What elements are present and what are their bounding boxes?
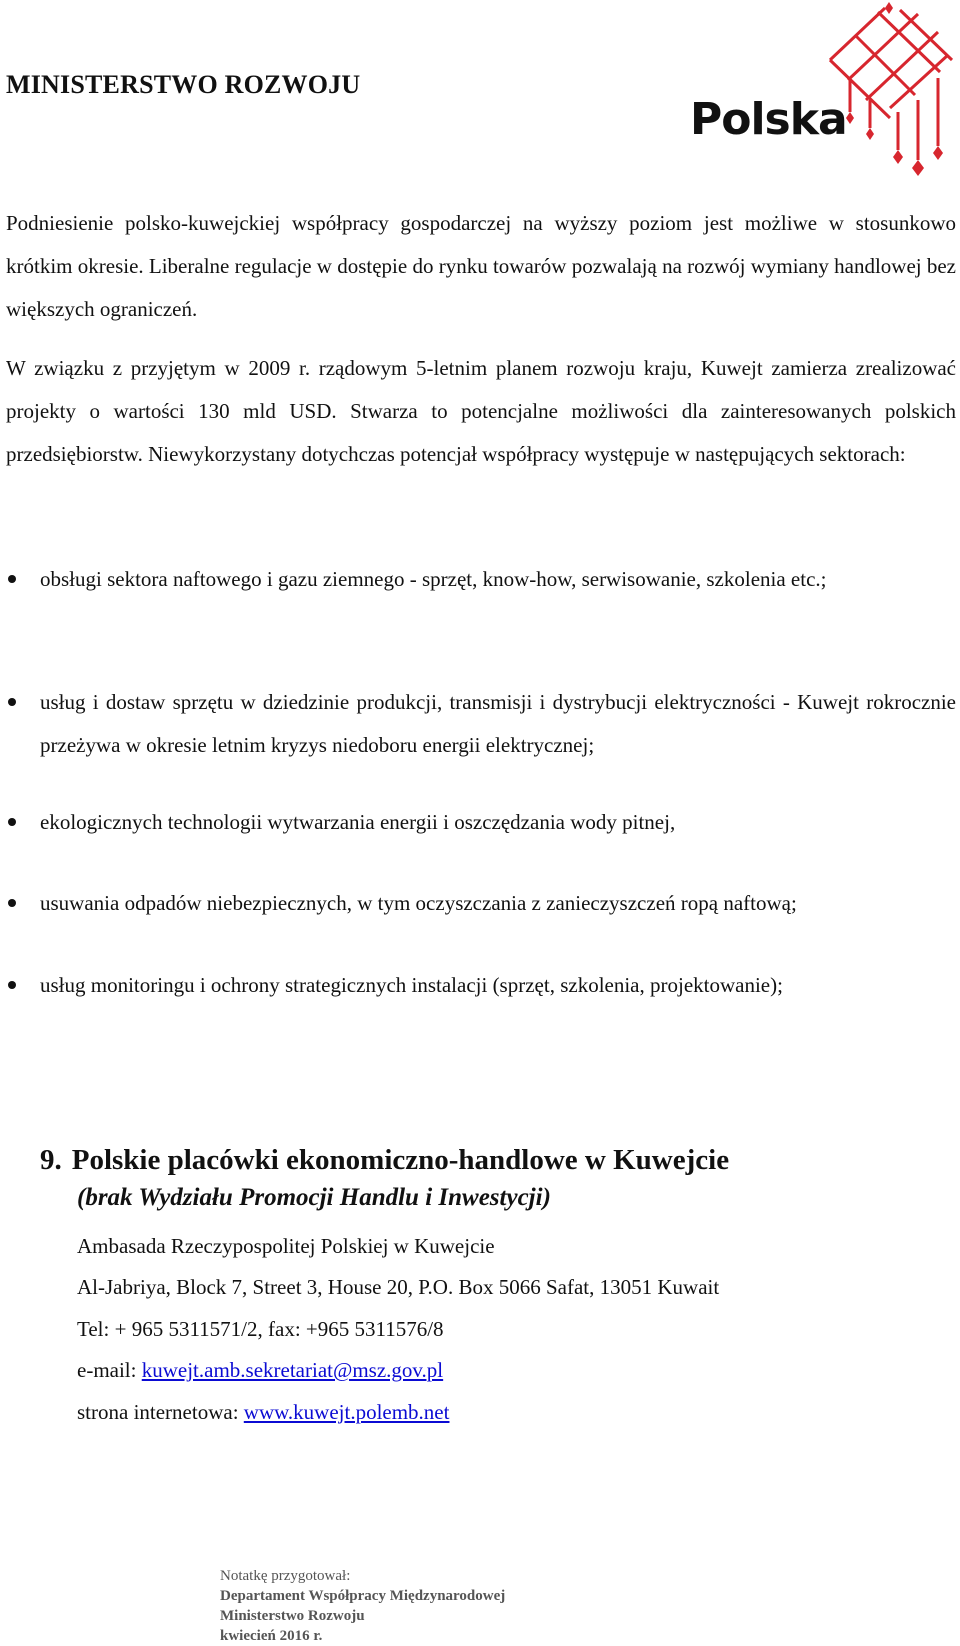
embassy-name: Ambasada Rzeczypospolitej Polskiej w Kuwejcie (77, 1234, 495, 1258)
embassy-web-line (77, 1398, 449, 1426)
logo-wordmark: Polska (690, 94, 847, 145)
section-number: 9. (40, 1144, 62, 1176)
bullet-icon (8, 981, 16, 989)
section-title: Polskie placówki ekonomiczno-handlowe w Kuwejcie (71, 1144, 730, 1176)
bullet-icon (8, 698, 16, 706)
list-item-text: ekologicznych technologii wytwarzania energii i oszczędzania wody pitnej, (40, 810, 676, 834)
polska-logo-graphic (690, 0, 955, 182)
footer-date: kwiecień 2016 r. (220, 1628, 323, 1644)
section-subtitle: (brak Wydziału Promocji Handlu i Inwestycji) (77, 1184, 551, 1211)
embassy-address: Al-Jabriya, Block 7, Street 3, House 20, P.O. Box 5066 Safat, 13051 Kuwait (77, 1275, 720, 1299)
intro-paragraph-2: W związku z przyjętym w 2009 r. rządowym 5-letnim planem rozwoju kraju, Kuwejt zamierza zrealizować projekty o wartości 130 mld USD. Stwarza to potencjalne możliwości dla zainteresowanych polskich przedsiębiorstw. Niewykorzystany dotychczas potencjał współpracy występuje w następujących sektorach: (6, 356, 956, 466)
footer-prepared-by: Notatkę przygotował: (220, 1568, 351, 1584)
polska-logo (690, 0, 955, 182)
email-label: e-mail: (77, 1358, 142, 1382)
list-item-text: usług i dostaw sprzętu w dziedzinie produkcji, transmisji i dystrybucji elektryczności - Kuwejt rokrocznie przeżywa w okresie letnim kryzys niedoboru energii elektrycznej; (40, 690, 956, 757)
list-item-text: usług monitoringu i ochrony strategicznych instalacji (sprzęt, szkolenia, projektowanie); (40, 973, 783, 997)
footer-ministry: Ministerstwo Rozwoju (220, 1608, 365, 1624)
intro-paragraph-1: Podniesienie polsko-kuwejckiej współpracy gospodarczej na wyższy poziom jest możliwe w stosunkowo krótkim okresie. Liberalne regulacje w dostępie do rynku towarów pozwalają na rozwój wymiany handlowej bez większych ograniczeń. (6, 211, 956, 321)
embassy-email-line (77, 1356, 443, 1384)
email-link[interactable]: kuwejt.amb.sekretariat@msz.gov.pl (141, 1358, 444, 1382)
footer-department: Departament Współpracy Międzynarodowej (220, 1588, 506, 1604)
embassy-phone: Tel: + 965 5311571/2, fax: +965 5311576/8 (77, 1317, 444, 1341)
web-label: strona internetowa: (77, 1400, 244, 1424)
list-item-text: usuwania odpadów niebezpiecznych, w tym oczyszczania z zanieczyszczeń ropą naftową; (40, 891, 797, 915)
bullet-icon (8, 899, 16, 907)
ministry-title: MINISTERSTWO ROZWOJU (6, 70, 361, 99)
list-item-text: obsługi sektora naftowego i gazu ziemnego - sprzęt, know-how, serwisowanie, szkolenia etc.; (40, 567, 827, 591)
website-link[interactable]: www.kuwejt.polemb.net (243, 1400, 450, 1424)
section-heading (40, 1144, 729, 1177)
bullet-icon (8, 818, 16, 826)
bullet-icon (8, 575, 16, 583)
footer (220, 1566, 505, 1646)
